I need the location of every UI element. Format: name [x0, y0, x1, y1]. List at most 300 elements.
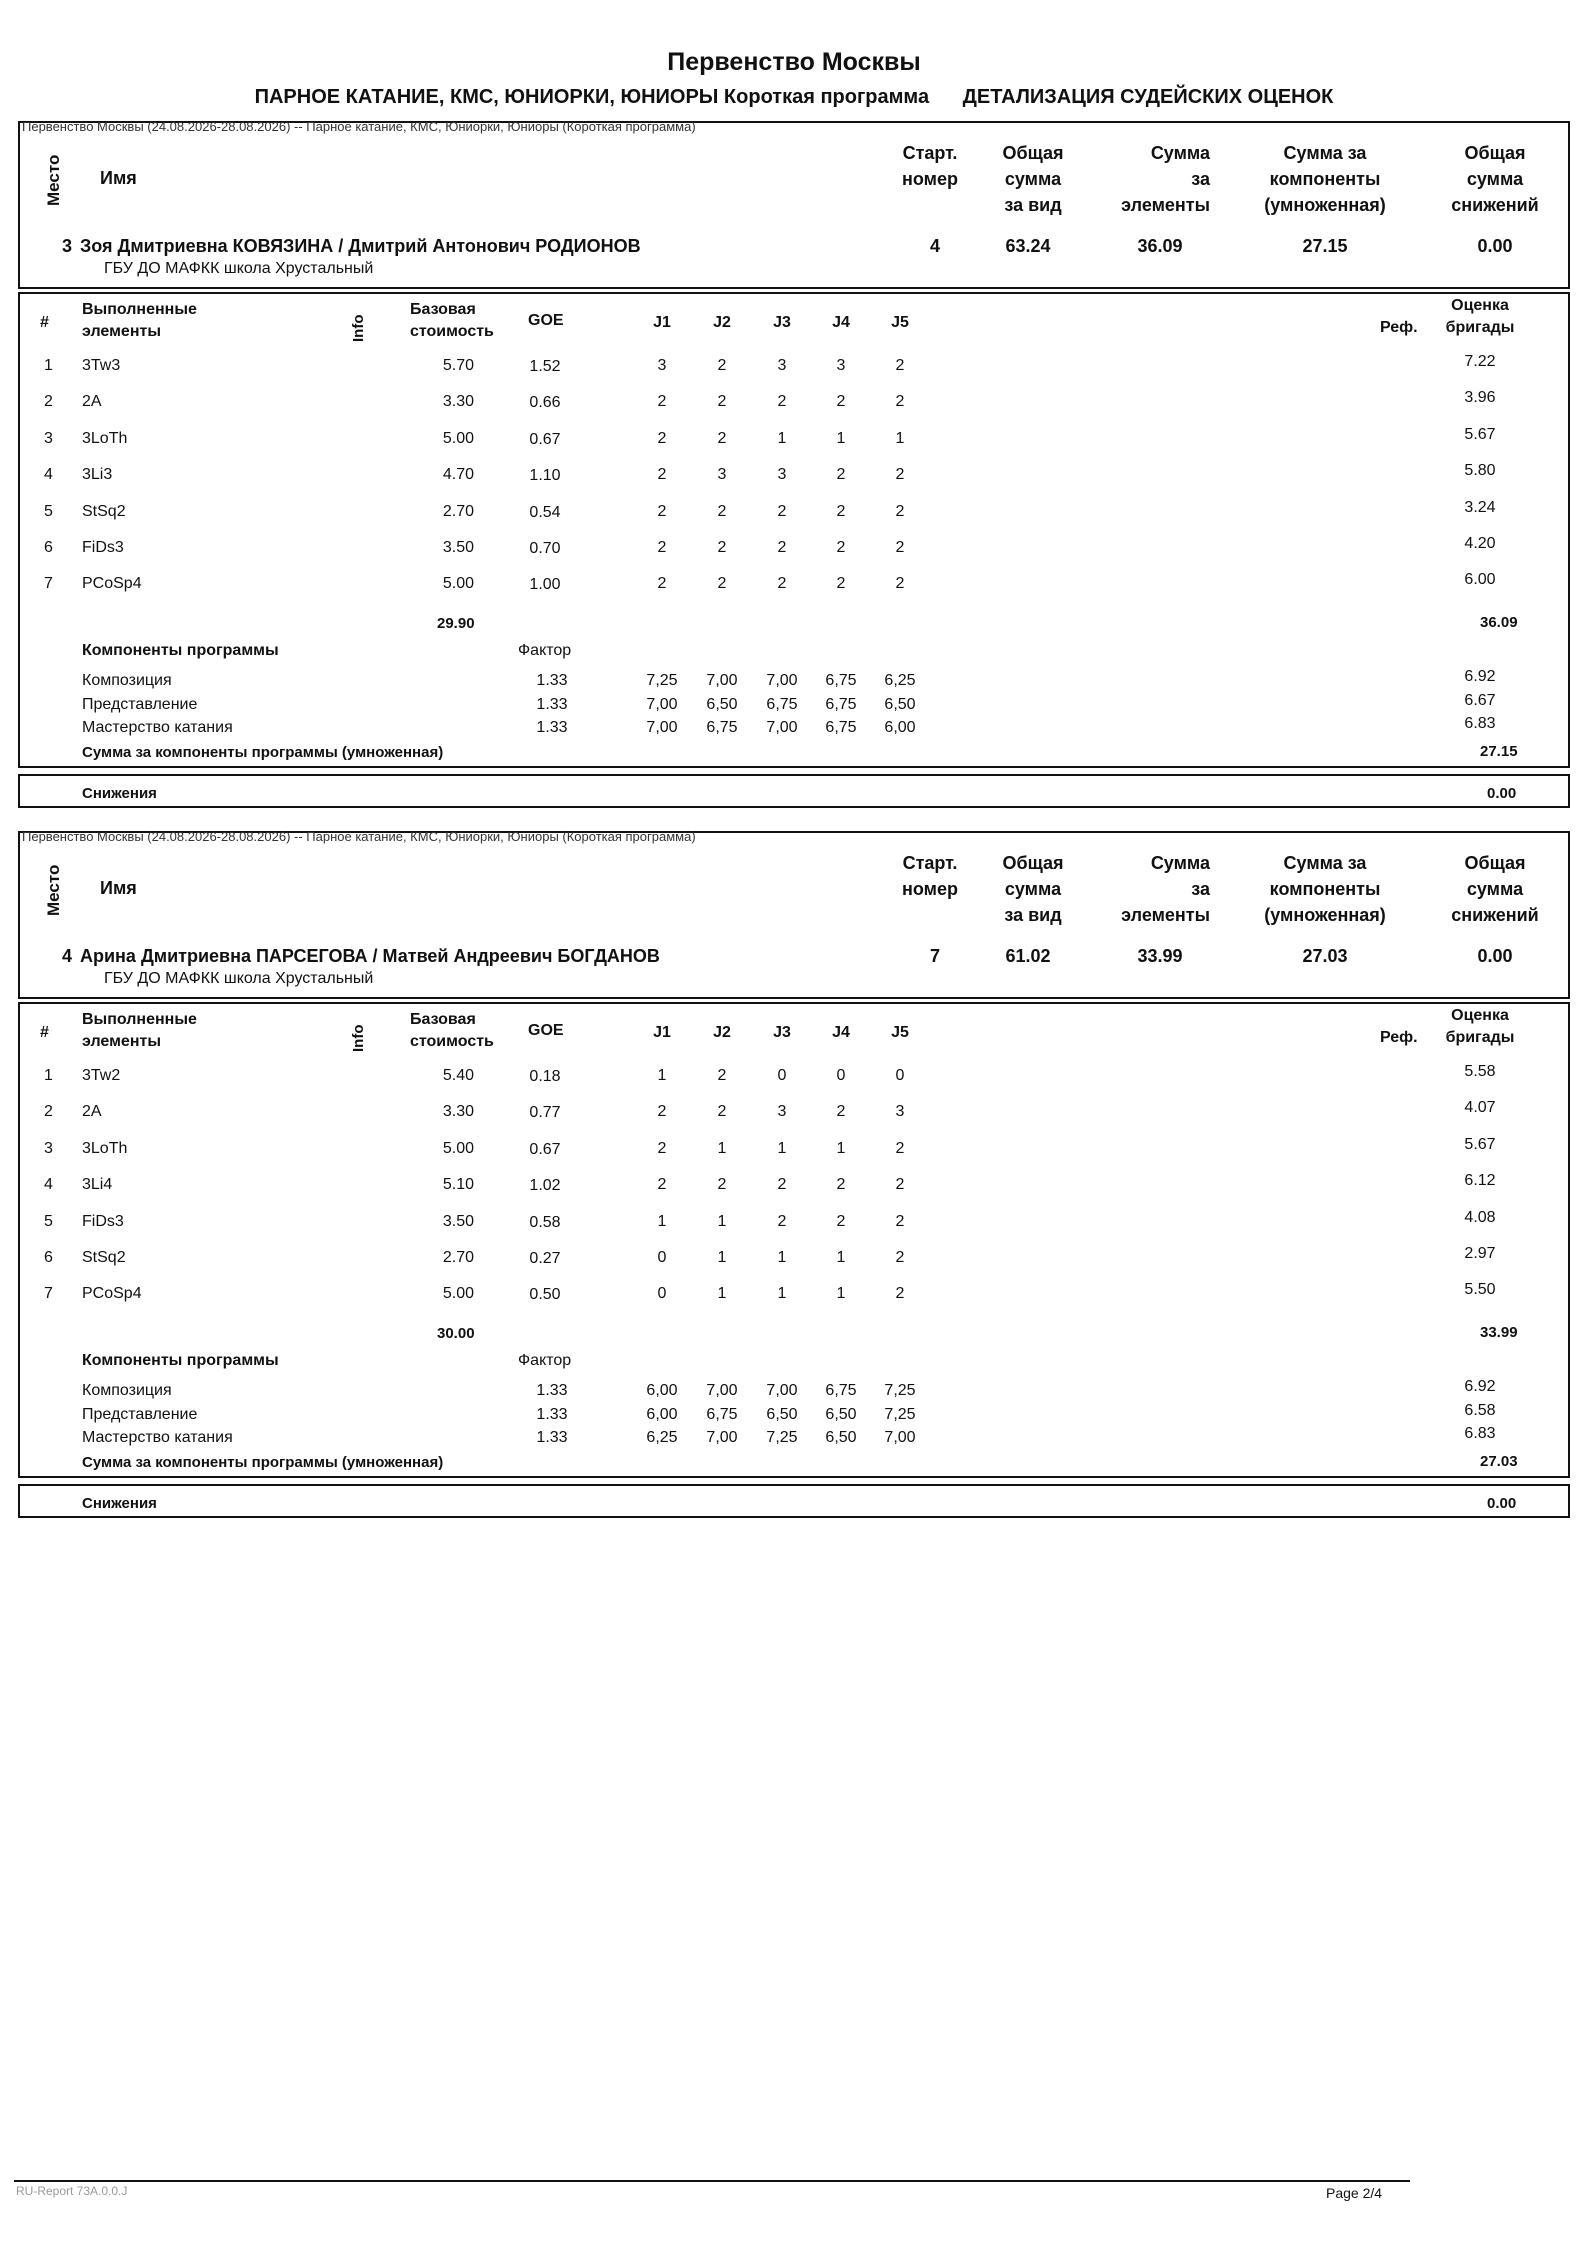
element-judge-5: 1 [895, 429, 905, 447]
deductions-header-line-2: сумма [1466, 169, 1524, 189]
start-number-header-line-1: Старт. [902, 853, 958, 873]
element-judge-3: 3 [777, 466, 787, 484]
element-base-value: 3.30 [442, 1103, 474, 1121]
components-total: 27.03 [1480, 1453, 1518, 1470]
element-base-value: 5.40 [442, 1067, 474, 1084]
skater-total-score: 63.24 [1005, 236, 1051, 256]
element-judge-1: 3 [657, 357, 667, 374]
element-judge-1: 2 [657, 393, 667, 411]
base-value-header-line-2: стоимость [410, 323, 494, 340]
component-judge-3: 6,75 [766, 695, 798, 713]
element-goe: 1.02 [529, 1177, 561, 1195]
element-judge-4: 2 [836, 1103, 846, 1121]
component-judge-2: 6,75 [706, 719, 738, 736]
start-number-header [880, 140, 980, 192]
component-judge-5: 7,25 [884, 1382, 916, 1399]
total-score-header-line-3: за вид [1004, 195, 1062, 215]
element-number: 5 [44, 1212, 53, 1230]
element-judge-2: 2 [717, 1067, 727, 1084]
element-code: StSq2 [82, 502, 126, 520]
start-number-header-line-1: Старт. [902, 143, 958, 163]
element-goe: 0.67 [529, 1140, 561, 1158]
component-name: Мастерство катания [82, 1429, 233, 1446]
element-code: 3LoTh [82, 429, 128, 447]
subtitle-report-type: ДЕТАЛИЗАЦИЯ СУДЕЙСКИХ ОЦЕНОК [962, 86, 1334, 108]
deductions-header-line-3: снижений [1451, 905, 1539, 925]
skater-deductions: 0.00 [1477, 236, 1513, 256]
element-judge-2: 2 [717, 393, 727, 411]
total-score-header [988, 850, 1078, 928]
element-panel-score: 5.67 [1464, 425, 1496, 443]
element-base-value: 5.10 [442, 1176, 474, 1194]
element-judge-1: 1 [657, 1067, 667, 1084]
element-base-value: 5.00 [442, 575, 474, 593]
factor-header: Фактор [518, 1352, 572, 1369]
deductions-header-line-2: сумма [1466, 879, 1524, 899]
deductions-total: 0.00 [1487, 1495, 1517, 1512]
element-judge-4: 1 [836, 1249, 846, 1266]
element-panel-score: 3.96 [1464, 389, 1496, 407]
elements-score-header-line-3: элементы [1121, 195, 1210, 215]
element-goe: 1.52 [529, 358, 561, 375]
element-number: 1 [44, 1067, 53, 1084]
component-judge-2: 7,00 [706, 672, 738, 689]
element-number: 1 [44, 357, 53, 374]
component-judge-4: 6,75 [825, 1382, 857, 1399]
component-judge-1: 7,25 [646, 672, 678, 689]
skater-place: 3 [61, 236, 72, 256]
element-goe: 0.58 [529, 1213, 561, 1231]
element-judge-4: 2 [836, 466, 846, 484]
footer-page-number: Page 2/4 [1326, 2185, 1383, 2201]
element-judge-2: 3 [717, 466, 727, 484]
element-code: 2A [82, 393, 102, 411]
component-judge-4: 6,75 [825, 719, 857, 736]
element-judge-1: 2 [657, 539, 667, 556]
element-base-value: 2.70 [442, 502, 474, 520]
components-score-header-line-1: Сумма за [1283, 853, 1367, 873]
component-judge-4: 6,50 [825, 1405, 857, 1423]
judge-header-5: J5 [891, 314, 909, 331]
element-number: 6 [44, 1249, 53, 1266]
element-number: 3 [44, 429, 53, 447]
footer-divider [14, 2180, 1410, 2182]
element-goe: 1.00 [529, 576, 561, 594]
goe-header: GOE [528, 312, 564, 329]
name-label: Имя [100, 878, 137, 898]
element-judge-1: 2 [657, 466, 667, 484]
element-panel-score: 6.12 [1464, 1172, 1496, 1190]
element-judge-2: 2 [717, 539, 727, 556]
skater-name: Арина Дмитриевна ПАРСЕГОВА / Матвей Андреевич БОГДАНОВ [80, 946, 660, 966]
judge-header-4: J4 [832, 1024, 850, 1041]
component-name: Композиция [82, 1382, 172, 1399]
total-score-header-line-2: сумма [1004, 879, 1062, 899]
element-code: FiDs3 [82, 539, 124, 556]
element-judge-4: 2 [836, 1212, 846, 1230]
component-judge-3: 7,00 [766, 1382, 798, 1399]
place-label: Место [44, 154, 63, 206]
component-factor: 1.33 [536, 719, 568, 736]
skater-total-score: 61.02 [1005, 946, 1051, 966]
element-judge-5: 2 [895, 1285, 905, 1303]
base-value-total: 30.00 [437, 1325, 475, 1342]
start-number-header [880, 850, 980, 902]
element-goe: 0.77 [529, 1104, 561, 1122]
element-judge-1: 0 [657, 1285, 667, 1303]
element-judge-1: 0 [657, 1249, 667, 1266]
total-score-header-line-1: Общая [1002, 853, 1064, 873]
judge-header-5: J5 [891, 1024, 909, 1041]
element-panel-score: 4.20 [1464, 535, 1496, 552]
component-judge-3: 7,25 [766, 1429, 798, 1446]
element-base-value: 5.00 [442, 1139, 474, 1157]
element-base-value: 5.70 [442, 357, 474, 374]
element-judge-5: 2 [895, 1139, 905, 1157]
skater-club: ГБУ ДО МАФКК школа Хрустальный [104, 970, 374, 987]
elements-score-header [1100, 140, 1210, 218]
element-number: 2 [44, 1103, 53, 1121]
program-components-header: Компоненты программы [82, 642, 279, 659]
skater-name: Зоя Дмитриевна КОВЯЗИНА / Дмитрий Антонович РОДИОНОВ [80, 236, 641, 256]
element-goe: 0.66 [529, 394, 561, 412]
element-base-value: 3.50 [442, 539, 474, 556]
total-score-header [988, 140, 1078, 218]
base-value-total: 29.90 [437, 615, 475, 632]
page-subtitle [0, 86, 1588, 109]
element-goe: 0.18 [529, 1068, 561, 1085]
info-header: Info [350, 314, 367, 342]
component-factor: 1.33 [536, 1382, 568, 1399]
goe-header: GOE [528, 1022, 564, 1039]
element-judge-2: 2 [717, 502, 727, 520]
place-label: Место [44, 864, 63, 916]
element-judge-5: 2 [895, 466, 905, 484]
executed-header-line-2: элементы [82, 1033, 161, 1050]
element-judge-4: 1 [836, 1285, 846, 1303]
element-goe: 0.54 [529, 503, 561, 521]
total-score-header-line-2: сумма [1004, 169, 1062, 189]
base-value-header-line-2: стоимость [410, 1033, 494, 1050]
skater-components-score: 27.03 [1302, 946, 1348, 966]
element-judge-5: 0 [895, 1067, 905, 1084]
element-judge-2: 2 [717, 1103, 727, 1121]
skater-elements-score: 36.09 [1137, 236, 1183, 256]
base-value-header-line-1: Базовая [410, 1011, 476, 1028]
element-goe: 0.67 [529, 430, 561, 448]
components-total: 27.15 [1480, 743, 1518, 760]
components-score-header-line-3: (умноженная) [1264, 905, 1386, 925]
elements-score-header-line-3: элементы [1121, 905, 1210, 925]
component-panel-score: 6.83 [1464, 715, 1496, 732]
element-judge-3: 2 [777, 1212, 787, 1230]
component-panel-score: 6.92 [1464, 1378, 1496, 1395]
elements-score-header-line-2: за [1191, 169, 1210, 189]
event-line: Первенство Москвы (24.08.2026-28.08.2026) -- Парное катание, КМС, Юниорки, Юниоры (Короткая программа) [22, 119, 696, 134]
element-number: 2 [44, 393, 53, 411]
element-code: StSq2 [82, 1249, 126, 1266]
element-panel-score: 2.97 [1464, 1245, 1496, 1262]
element-judge-1: 2 [657, 1176, 667, 1194]
element-judge-3: 1 [777, 1249, 787, 1266]
element-judge-3: 2 [777, 1176, 787, 1194]
component-panel-score: 6.92 [1464, 668, 1496, 685]
components-score-header-line-3: (умноженная) [1264, 195, 1386, 215]
element-goe: 0.70 [529, 540, 561, 557]
element-judge-5: 2 [895, 1212, 905, 1230]
component-judge-3: 7,00 [766, 719, 798, 736]
deductions-box [18, 1484, 1570, 1518]
element-judge-4: 2 [836, 1176, 846, 1194]
skater-deductions: 0.00 [1477, 946, 1513, 966]
skater-start-number: 7 [929, 946, 940, 966]
skater-elements-score: 33.99 [1137, 946, 1183, 966]
component-judge-5: 6,00 [884, 719, 916, 736]
components-score-header [1250, 850, 1400, 928]
component-judge-1: 7,00 [646, 719, 678, 736]
component-factor: 1.33 [536, 1429, 568, 1446]
component-judge-2: 6,75 [706, 1405, 738, 1423]
element-judge-3: 3 [777, 1103, 787, 1121]
element-judge-4: 2 [836, 502, 846, 520]
components-score-header-line-1: Сумма за [1283, 143, 1367, 163]
element-number: 7 [44, 575, 53, 593]
deductions-header-line-1: Общая [1464, 853, 1526, 873]
info-header: Info [350, 1024, 367, 1052]
start-number-header-line-2: номер [902, 879, 958, 899]
element-judge-3: 2 [777, 502, 787, 520]
element-code: PCoSp4 [82, 1285, 142, 1303]
element-code: 2A [82, 1103, 102, 1121]
component-name: Мастерство катания [82, 719, 233, 736]
element-code: PCoSp4 [82, 575, 142, 593]
element-judge-4: 1 [836, 1139, 846, 1157]
element-judge-3: 3 [777, 357, 787, 374]
element-goe: 0.50 [529, 1286, 561, 1304]
subtitle-event: ПАРНОЕ КАТАНИЕ, КМС, ЮНИОРКИ, ЮНИОРЫ Короткая программа [254, 86, 930, 108]
skater-components-score: 27.15 [1302, 236, 1348, 256]
element-base-value: 3.50 [442, 1212, 474, 1230]
element-code: 3Li3 [82, 466, 113, 484]
element-judge-5: 2 [895, 502, 905, 520]
element-number: 4 [44, 1176, 53, 1194]
element-judge-5: 2 [895, 575, 905, 593]
element-panel-score: 3.24 [1464, 498, 1496, 516]
element-judge-2: 2 [717, 429, 727, 447]
judge-header-3: J3 [773, 1024, 791, 1041]
element-base-value: 5.00 [442, 1285, 474, 1303]
deductions-box [18, 774, 1570, 808]
program-components-header: Компоненты программы [82, 1352, 279, 1369]
element-base-value: 4.70 [442, 466, 474, 484]
element-judge-3: 1 [777, 1139, 787, 1157]
component-panel-score: 6.83 [1464, 1425, 1496, 1442]
element-goe: 0.27 [529, 1250, 561, 1267]
factor-header: Фактор [518, 642, 572, 659]
element-code: 3Tw3 [82, 357, 121, 374]
element-judge-1: 2 [657, 502, 667, 520]
deductions-header-line-3: снижений [1451, 195, 1539, 215]
judge-header-1: J1 [653, 1024, 671, 1041]
element-base-value: 5.00 [442, 429, 474, 447]
element-panel-score: 4.07 [1464, 1099, 1496, 1117]
deductions-header [1430, 140, 1560, 218]
component-name: Представление [82, 695, 198, 713]
component-judge-2: 7,00 [706, 1382, 738, 1399]
base-value-header-line-1: Базовая [410, 301, 476, 318]
element-judge-1: 2 [657, 429, 667, 447]
page-title: Первенство Москвы [667, 48, 921, 76]
skater-club: ГБУ ДО МАФКК школа Хрустальный [104, 260, 374, 277]
panel-score-header-line-2: бригады [1445, 319, 1515, 336]
element-judge-3: 1 [777, 429, 787, 447]
component-factor: 1.33 [536, 672, 568, 689]
deductions-label: Снижения [82, 785, 157, 802]
total-score-header-line-3: за вид [1004, 905, 1062, 925]
deductions-header-line-1: Общая [1464, 143, 1526, 163]
element-judge-1: 2 [657, 575, 667, 593]
element-judge-1: 2 [657, 1103, 667, 1121]
element-goe: 1.10 [529, 467, 561, 485]
executed-header-line-1: Выполненные [82, 301, 197, 318]
element-judge-4: 0 [836, 1067, 846, 1084]
components-score-header [1250, 140, 1400, 218]
element-judge-4: 2 [836, 539, 846, 556]
component-judge-2: 6,50 [706, 695, 738, 713]
component-panel-score: 6.58 [1464, 1401, 1496, 1419]
element-code: FiDs3 [82, 1212, 124, 1230]
element-panel-score: 5.80 [1464, 462, 1496, 480]
num-header: # [40, 1024, 49, 1041]
component-judge-5: 6,50 [884, 695, 916, 713]
element-code: 3Tw2 [82, 1067, 121, 1084]
element-panel-score: 5.58 [1464, 1063, 1496, 1080]
ref-header: Реф. [1380, 319, 1418, 336]
element-number: 5 [44, 502, 53, 520]
component-panel-score: 6.67 [1464, 691, 1496, 709]
elements-total: 36.09 [1480, 614, 1518, 631]
deductions-label: Снижения [82, 1495, 157, 1512]
num-header: # [40, 314, 49, 331]
panel-score-header-line-1: Оценка [1451, 297, 1509, 314]
footer-software: RU-Report 73A.0.0.J [16, 2184, 128, 2198]
name-label: Имя [100, 168, 137, 188]
element-number: 7 [44, 1285, 53, 1303]
elements-score-header-line-1: Сумма [1150, 143, 1210, 163]
component-judge-4: 6,75 [825, 672, 857, 689]
component-judge-3: 6,50 [766, 1405, 798, 1423]
element-judge-1: 1 [657, 1212, 667, 1230]
judge-header-2: J2 [713, 1024, 731, 1041]
judge-header-4: J4 [832, 314, 850, 331]
judge-header-1: J1 [653, 314, 671, 331]
element-base-value: 2.70 [442, 1249, 474, 1266]
element-judge-2: 2 [717, 357, 727, 374]
element-judge-4: 2 [836, 575, 846, 593]
element-panel-score: 7.22 [1464, 353, 1496, 370]
component-judge-3: 7,00 [766, 672, 798, 689]
elements-total: 33.99 [1480, 1324, 1518, 1341]
component-judge-1: 6,00 [646, 1405, 678, 1423]
components-score-header-line-2: компоненты [1269, 169, 1381, 189]
element-judge-4: 2 [836, 393, 846, 411]
element-judge-4: 1 [836, 429, 846, 447]
deductions-header [1430, 850, 1560, 928]
component-factor: 1.33 [536, 1405, 568, 1423]
panel-score-header-line-2: бригады [1445, 1029, 1515, 1046]
element-code: 3LoTh [82, 1139, 128, 1157]
element-judge-2: 1 [717, 1139, 727, 1157]
element-base-value: 3.30 [442, 393, 474, 411]
deductions-total: 0.00 [1487, 785, 1517, 802]
panel-score-header-line-1: Оценка [1451, 1007, 1509, 1024]
element-judge-3: 1 [777, 1285, 787, 1303]
element-judge-4: 3 [836, 357, 846, 374]
component-name: Композиция [82, 672, 172, 689]
element-judge-2: 1 [717, 1285, 727, 1303]
element-judge-5: 3 [895, 1103, 905, 1121]
judge-header-3: J3 [773, 314, 791, 331]
element-panel-score: 5.67 [1464, 1135, 1496, 1153]
component-judge-5: 7,25 [884, 1405, 916, 1423]
element-number: 4 [44, 466, 53, 484]
element-judge-3: 2 [777, 393, 787, 411]
component-factor: 1.33 [536, 695, 568, 713]
ref-header: Реф. [1380, 1029, 1418, 1046]
event-line: Первенство Москвы (24.08.2026-28.08.2026) -- Парное катание, КМС, Юниорки, Юниоры (Короткая программа) [22, 829, 696, 844]
elements-score-header-line-2: за [1191, 879, 1210, 899]
executed-header-line-2: элементы [82, 323, 161, 340]
element-judge-1: 2 [657, 1139, 667, 1157]
component-judge-1: 6,00 [646, 1382, 678, 1399]
element-judge-2: 1 [717, 1212, 727, 1230]
element-panel-score: 6.00 [1464, 571, 1496, 589]
element-judge-2: 2 [717, 575, 727, 593]
component-judge-2: 7,00 [706, 1429, 738, 1446]
element-code: 3Li4 [82, 1176, 113, 1194]
start-number-header-line-2: номер [902, 169, 958, 189]
judge-header-2: J2 [713, 314, 731, 331]
element-panel-score: 4.08 [1464, 1208, 1496, 1226]
element-panel-score: 5.50 [1464, 1281, 1496, 1299]
components-total-label: Сумма за компоненты программы (умноженная) [82, 1454, 444, 1471]
element-judge-5: 2 [895, 1249, 905, 1266]
element-number: 6 [44, 539, 53, 556]
element-judge-2: 1 [717, 1249, 727, 1266]
element-judge-3: 2 [777, 575, 787, 593]
element-judge-5: 2 [895, 393, 905, 411]
component-judge-1: 6,25 [646, 1429, 678, 1446]
component-judge-4: 6,50 [825, 1429, 857, 1446]
element-judge-5: 2 [895, 539, 905, 556]
element-judge-2: 2 [717, 1176, 727, 1194]
element-judge-5: 2 [895, 357, 905, 374]
skater-start-number: 4 [929, 236, 940, 256]
skater-place: 4 [61, 946, 72, 966]
components-score-header-line-2: компоненты [1269, 879, 1381, 899]
elements-score-header-line-1: Сумма [1150, 853, 1210, 873]
component-judge-5: 6,25 [884, 672, 916, 689]
elements-score-header [1100, 850, 1210, 928]
executed-header-line-1: Выполненные [82, 1011, 197, 1028]
total-score-header-line-1: Общая [1002, 143, 1064, 163]
element-judge-5: 2 [895, 1176, 905, 1194]
component-judge-1: 7,00 [646, 695, 678, 713]
element-judge-3: 0 [777, 1067, 787, 1084]
element-judge-3: 2 [777, 539, 787, 556]
component-name: Представление [82, 1405, 198, 1423]
component-judge-5: 7,00 [884, 1429, 916, 1446]
